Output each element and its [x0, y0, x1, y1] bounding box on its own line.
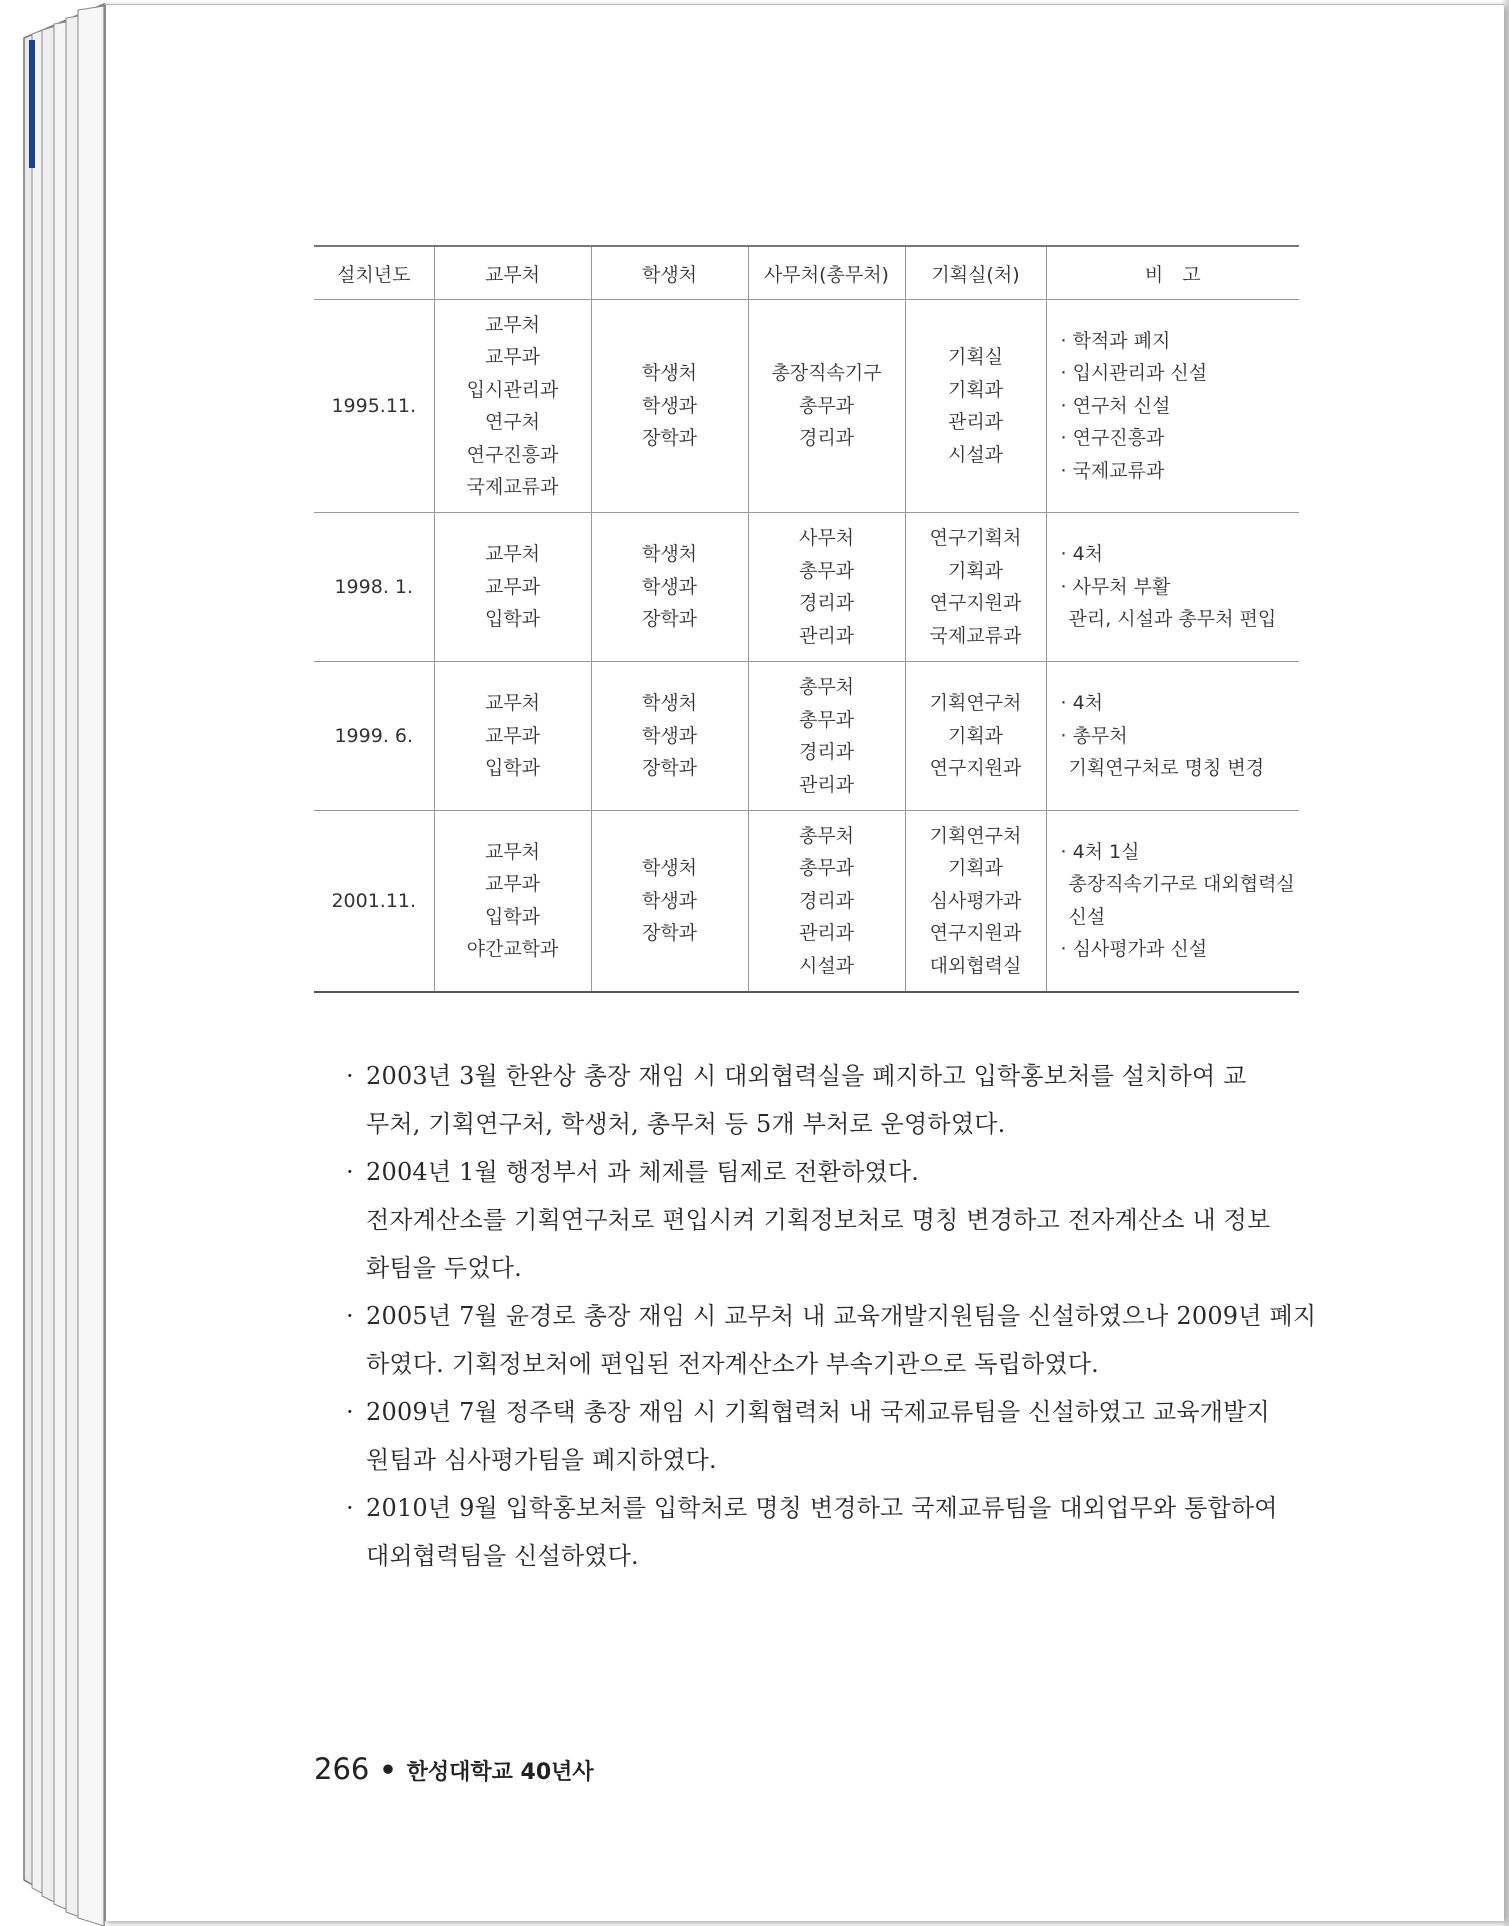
cell-planning-line: 대외협력실 [929, 954, 1022, 977]
cell-notes-line: · 4처 [1060, 692, 1104, 715]
paragraph-line: 하였다. 기획정보처에 편입된 전자계산소가 부속기관으로 독립하였다. [366, 1350, 1099, 1378]
cell-notes-line: 총장직속기구로 대외협력실 [1068, 873, 1295, 896]
cell-academic-line: 교무과 [484, 724, 541, 747]
cell-planning-line: 기획과 [947, 378, 1004, 401]
bullet-icon: · [346, 1158, 354, 1186]
cell-academic [434, 300, 591, 513]
cell-notes-line: 신설 [1068, 905, 1106, 928]
organization-history-table [314, 245, 1299, 993]
cell-academic-line: 입학과 [484, 905, 541, 928]
cell-student-line: 학생처 [641, 362, 698, 385]
cell-academic-line: 교무과 [484, 873, 541, 896]
table-row [314, 300, 1299, 513]
cell-year: 1995.11. [314, 300, 434, 513]
cell-notes-line: · 국제교류과 [1060, 459, 1165, 482]
bullet-icon: · [346, 1398, 354, 1426]
cell-academic-line: 교무처 [484, 543, 541, 566]
cell-general-affairs-line: 총무과 [798, 857, 855, 879]
cell-planning [905, 662, 1046, 811]
cell-planning-line: 기획과 [947, 724, 1004, 747]
cell-planning-line: 연구지원과 [929, 922, 1022, 944]
bullet-paragraph [346, 1052, 1306, 1148]
cell-academic-line: 입학과 [484, 757, 541, 780]
cell-general-affairs [748, 662, 905, 811]
cell-notes-line: · 심사평가과 신설 [1060, 938, 1208, 961]
paragraph-line: 대외협력팀을 신설하였다. [366, 1542, 639, 1570]
bullet-paragraph [346, 1388, 1306, 1484]
header-student: 학생처 [591, 246, 748, 300]
cell-student-line: 학생과 [641, 575, 698, 598]
cell-planning [905, 811, 1046, 992]
cell-planning-line: 연구기획처 [929, 527, 1022, 549]
cell-student [591, 513, 748, 662]
cell-academic-line: 교무처 [484, 840, 541, 863]
cell-general-affairs-line: 사무처 [798, 527, 855, 549]
cell-academic [434, 662, 591, 811]
header-general-affairs: 사무처(총무처) [748, 246, 905, 300]
table-row [314, 513, 1299, 662]
footer-separator-icon: • [379, 1755, 397, 1786]
cell-general-affairs-line: 시설과 [798, 954, 855, 977]
bullet-paragraph [346, 1148, 1306, 1292]
bullet-paragraph [346, 1484, 1306, 1580]
bullet-icon: · [346, 1062, 354, 1090]
cell-notes-line: · 4처 [1060, 543, 1104, 566]
cell-general-affairs-line: 경리과 [798, 427, 855, 450]
cell-planning-line: 기획연구처 [929, 824, 1022, 847]
paragraph-line: 2010년 9월 입학홍보처를 입학처로 명칭 변경하고 국제교류팀을 대외업무와 통합하여 [366, 1494, 1278, 1522]
header-notes: 비 고 [1046, 246, 1299, 300]
paragraph-line: 2005년 7월 윤경로 총장 재임 시 교무처 내 교육개발지원팀을 신설하였으나 2009년 폐지 [366, 1302, 1317, 1330]
table-row [314, 811, 1299, 992]
cell-general-affairs-line: 경리과 [798, 592, 855, 614]
cell-year: 1998. 1. [314, 513, 434, 662]
cell-planning [905, 513, 1046, 662]
cell-academic-line: 입학과 [484, 608, 541, 631]
cell-year: 2001.11. [314, 811, 434, 992]
bullet-paragraph [346, 1292, 1317, 1388]
cell-notes-line: · 연구처 신설 [1060, 394, 1171, 417]
cell-general-affairs-line: 총무처 [798, 676, 855, 698]
paragraph-line: 무처, 기획연구처, 학생처, 총무처 등 5개 부처로 운영하였다. [366, 1110, 1006, 1138]
cell-notes-line: 관리, 시설과 총무처 편입 [1068, 608, 1277, 631]
cell-notes [1046, 811, 1299, 992]
cell-notes-line: · 입시관리과 신설 [1060, 362, 1208, 385]
cell-general-affairs-line: 총무과 [798, 394, 855, 417]
paragraph-line: 2003년 3월 한완상 총장 재임 시 대외협력실을 폐지하고 입학홍보처를 설치하여 교 [366, 1062, 1247, 1090]
page-number: 266 [314, 1752, 370, 1786]
cell-general-affairs [748, 513, 905, 662]
bullet-icon: · [346, 1494, 354, 1522]
cell-notes-line: · 학적과 폐지 [1060, 329, 1171, 352]
cell-planning-line: 심사평가과 [929, 889, 1022, 912]
cell-academic-line: 입시관리과 [466, 378, 559, 401]
cell-academic-line: 교무과 [484, 575, 541, 598]
cell-general-affairs-line: 경리과 [798, 889, 855, 912]
cell-notes-line: 기획연구처로 명칭 변경 [1068, 757, 1265, 780]
cell-planning-line: 연구지원과 [929, 757, 1022, 780]
body-text [346, 1052, 1317, 1580]
cell-student [591, 811, 748, 992]
cell-planning-line: 연구지원과 [929, 592, 1022, 614]
cell-student-line: 학생과 [641, 724, 698, 747]
cell-planning-line: 국제교류과 [929, 624, 1022, 647]
cell-general-affairs-line: 경리과 [798, 741, 855, 763]
table-header-row [314, 246, 1299, 300]
cell-notes-line: · 사무처 부활 [1060, 575, 1171, 598]
cell-academic-line: 국제교류과 [466, 476, 559, 498]
cell-student-line: 학생과 [641, 889, 698, 912]
cell-general-affairs-line: 총무과 [798, 708, 855, 731]
cell-planning-line: 시설과 [947, 443, 1004, 466]
paragraph-line: 2004년 1월 행정부서 과 체제를 팀제로 전환하였다. [366, 1158, 920, 1186]
cell-academic-line: 교무처 [484, 313, 541, 336]
cell-general-affairs-line: 총장직속기구 [771, 362, 882, 385]
cell-planning [905, 300, 1046, 513]
cell-year: 1999. 6. [314, 662, 434, 811]
cell-general-affairs [748, 811, 905, 992]
cell-student [591, 662, 748, 811]
cell-general-affairs [748, 300, 905, 513]
cell-academic [434, 513, 591, 662]
table-row [314, 662, 1299, 811]
cell-student-line: 학생과 [641, 394, 698, 417]
paragraph-line: 원팀과 심사평가팀을 폐지하였다. [366, 1446, 717, 1474]
paragraph-line: 화팀을 두었다. [366, 1254, 522, 1282]
cell-planning-line: 관리과 [947, 411, 1004, 433]
book-page-edges [0, 0, 110, 1926]
cell-academic-line: 연구진흥과 [466, 443, 559, 466]
cell-general-affairs-line: 관리과 [798, 624, 855, 647]
cell-student [591, 300, 748, 513]
paragraph-line: 2009년 7월 정주택 총장 재임 시 기획협력처 내 국제교류팀을 신설하였고 교육개발지 [366, 1398, 1270, 1426]
cell-notes-line: · 연구진흥과 [1060, 427, 1165, 450]
cell-notes-line: · 총무처 [1060, 724, 1128, 747]
cell-planning-line: 기획연구처 [929, 692, 1022, 715]
cell-academic-line: 교무처 [484, 692, 541, 715]
cell-notes [1046, 662, 1299, 811]
cell-planning-line: 기획실 [947, 346, 1004, 368]
cell-general-affairs-line: 관리과 [798, 922, 855, 944]
cell-academic-line: 야간교학과 [466, 938, 559, 961]
cell-student-line: 장학과 [641, 757, 698, 780]
cell-notes [1046, 513, 1299, 662]
cell-general-affairs-line: 총무과 [798, 559, 855, 582]
cell-student-line: 장학과 [641, 608, 698, 631]
header-academic: 교무처 [434, 246, 591, 300]
header-planning: 기획실(처) [905, 246, 1046, 300]
cell-academic-line: 연구처 [484, 411, 541, 433]
cell-planning-line: 기획과 [947, 559, 1004, 582]
cell-student-line: 학생처 [641, 857, 698, 879]
cell-student-line: 학생처 [641, 543, 698, 566]
bullet-icon: · [346, 1302, 354, 1330]
header-year: 설치년도 [314, 246, 434, 300]
page-footer [314, 1752, 594, 1786]
cell-academic-line: 교무과 [484, 346, 541, 368]
cell-student-line: 장학과 [641, 922, 698, 944]
paragraph-line: 전자계산소를 기획연구처로 편입시켜 기획정보처로 명칭 변경하고 전자계산소 내 정보 [366, 1206, 1271, 1234]
cell-notes [1046, 300, 1299, 513]
cell-student-line: 장학과 [641, 427, 698, 450]
cell-planning-line: 기획과 [947, 857, 1004, 879]
cell-academic [434, 811, 591, 992]
book-title: 한성대학교 40년사 [406, 1760, 594, 1785]
cell-notes-line: · 4처 1실 [1060, 840, 1140, 863]
cell-general-affairs-line: 관리과 [798, 773, 855, 796]
cell-general-affairs-line: 총무처 [798, 824, 855, 847]
cell-student-line: 학생처 [641, 692, 698, 715]
